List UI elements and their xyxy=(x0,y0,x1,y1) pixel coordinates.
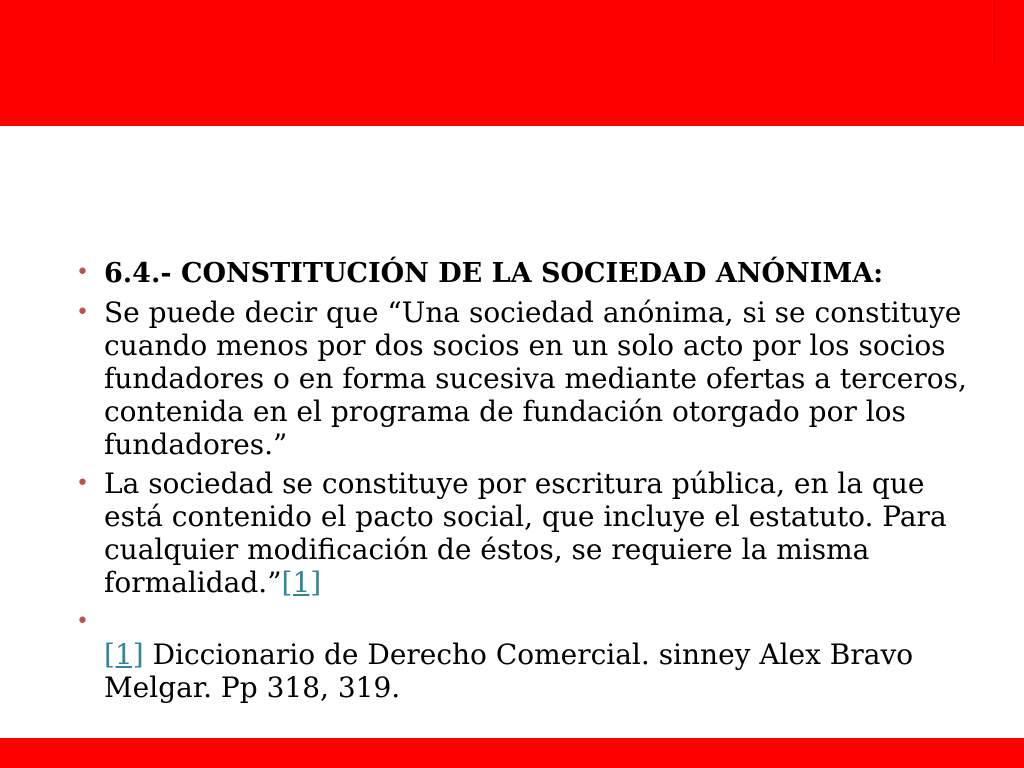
footnote-entry xyxy=(104,638,976,704)
constitution-paragraph: La sociedad se constituye por escritura pública, en la que está contenido el pacto social, que incluye el estatuto. Para cualquier modificación de éstos, se requiere la misma formalidad.” xyxy=(104,467,947,599)
list-item-heading xyxy=(76,256,976,290)
footnote-link[interactable]: [1] xyxy=(104,638,144,671)
bullet-icon: • xyxy=(76,260,89,285)
footnote-text: Diccionario de Derecho Comercial. sinney Alex Bravo Melgar. Pp 318, 319. xyxy=(104,638,914,704)
list-item-definition xyxy=(76,296,976,461)
band-edge-line xyxy=(994,0,995,64)
top-red-band xyxy=(0,0,1024,126)
footnote xyxy=(104,605,976,638)
reference-link[interactable]: [1] xyxy=(281,566,322,599)
bullet-icon: • xyxy=(76,300,89,325)
definition-paragraph: Se puede decir que “Una sociedad anónima, si se constituye cuando menos por dos socios en un solo acto por los socios fundadores o en forma sucesiva mediante ofertas a terceros, contenida en el programa de fundación otorgado por los fundadores.” xyxy=(104,296,967,461)
slide-bullet-list xyxy=(76,256,976,710)
bottom-red-band xyxy=(0,738,1024,768)
bullet-icon: • xyxy=(76,471,89,496)
slide-heading: 6.4.- CONSTITUCIÓN DE LA SOCIEDAD ANÓNIMA: xyxy=(104,258,884,289)
list-item-constitution xyxy=(76,467,976,599)
list-item-footnote xyxy=(76,605,976,704)
bullet-icon: • xyxy=(76,609,89,634)
